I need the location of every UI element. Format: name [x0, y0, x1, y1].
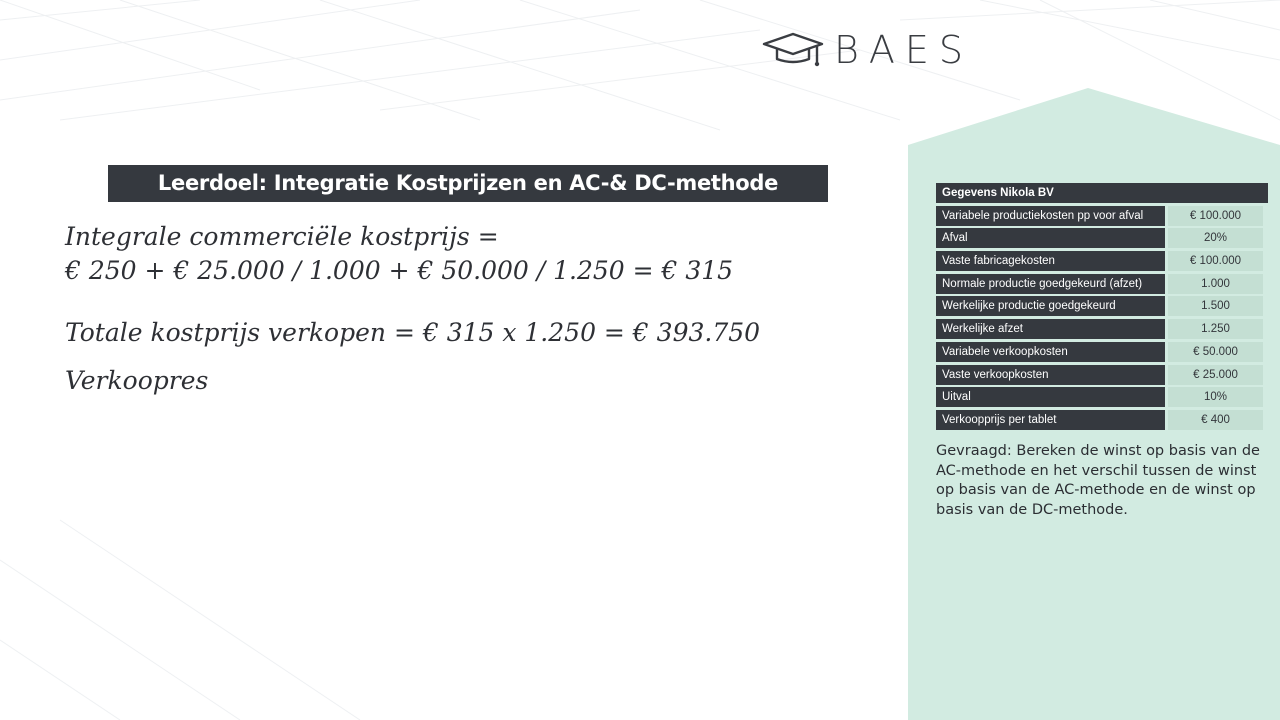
table-row-label: Variabele productiekosten pp voor afval	[936, 206, 1165, 226]
table-row-value: 1.500	[1168, 296, 1263, 316]
table-row-value: € 100.000	[1168, 206, 1263, 226]
table-row-label: Vaste verkoopkosten	[936, 365, 1165, 385]
table-row	[936, 251, 1268, 271]
table-row	[936, 228, 1268, 248]
data-table	[936, 183, 1268, 430]
table-row	[936, 206, 1268, 226]
table-row-label: Vaste fabricagekosten	[936, 251, 1165, 271]
table-row-label: Normale productie goedgekeurd (afzet)	[936, 274, 1165, 294]
table-row-label: Werkelijke productie goedgekeurd	[936, 296, 1165, 316]
graduation-cap-icon	[762, 28, 824, 72]
handwritten-line-1: Integrale commerciële kostprijs =	[65, 222, 499, 251]
table-row-label: Verkoopprijs per tablet	[936, 410, 1165, 430]
table-row-label: Afval	[936, 228, 1165, 248]
question-text: Gevraagd: Bereken de winst op basis van de AC-methode en het verschil tussen de winst op basis van de AC-methode en de winst op basis van de DC-methode.	[936, 443, 1260, 518]
brand-logo	[762, 28, 982, 72]
table-row-value: € 25.000	[1168, 365, 1263, 385]
table-row-value: € 100.000	[1168, 251, 1263, 271]
brand-name: BAES	[834, 28, 974, 72]
handwritten-line-3: Totale kostprijs verkopen = € 315 x 1.250 = € 393.750	[65, 318, 761, 347]
table-row	[936, 365, 1268, 385]
table-row-label: Uitval	[936, 387, 1165, 407]
handwritten-line-4: Verkoopres	[65, 366, 209, 395]
table-row-value: € 50.000	[1168, 342, 1263, 362]
table-row	[936, 387, 1268, 407]
page-title: Leerdoel: Integratie Kostprijzen en AC-& DC-methode	[108, 165, 828, 202]
table-row	[936, 410, 1268, 430]
table-row	[936, 296, 1268, 316]
table-row-value: 20%	[1168, 228, 1263, 248]
table-row-value: 1.000	[1168, 274, 1263, 294]
table-row	[936, 274, 1268, 294]
table-header: Gegevens Nikola BV	[936, 183, 1268, 203]
table-row-value: 1.250	[1168, 319, 1263, 339]
handwritten-line-2: € 250 + € 25.000 / 1.000 + € 50.000 / 1.250 = € 315	[65, 256, 734, 285]
table-row-label: Werkelijke afzet	[936, 319, 1165, 339]
table-row-value: € 400	[1168, 410, 1263, 430]
table-row	[936, 342, 1268, 362]
table-row-label: Variabele verkoopkosten	[936, 342, 1165, 362]
table-row	[936, 319, 1268, 339]
table-row-value: 10%	[1168, 387, 1263, 407]
